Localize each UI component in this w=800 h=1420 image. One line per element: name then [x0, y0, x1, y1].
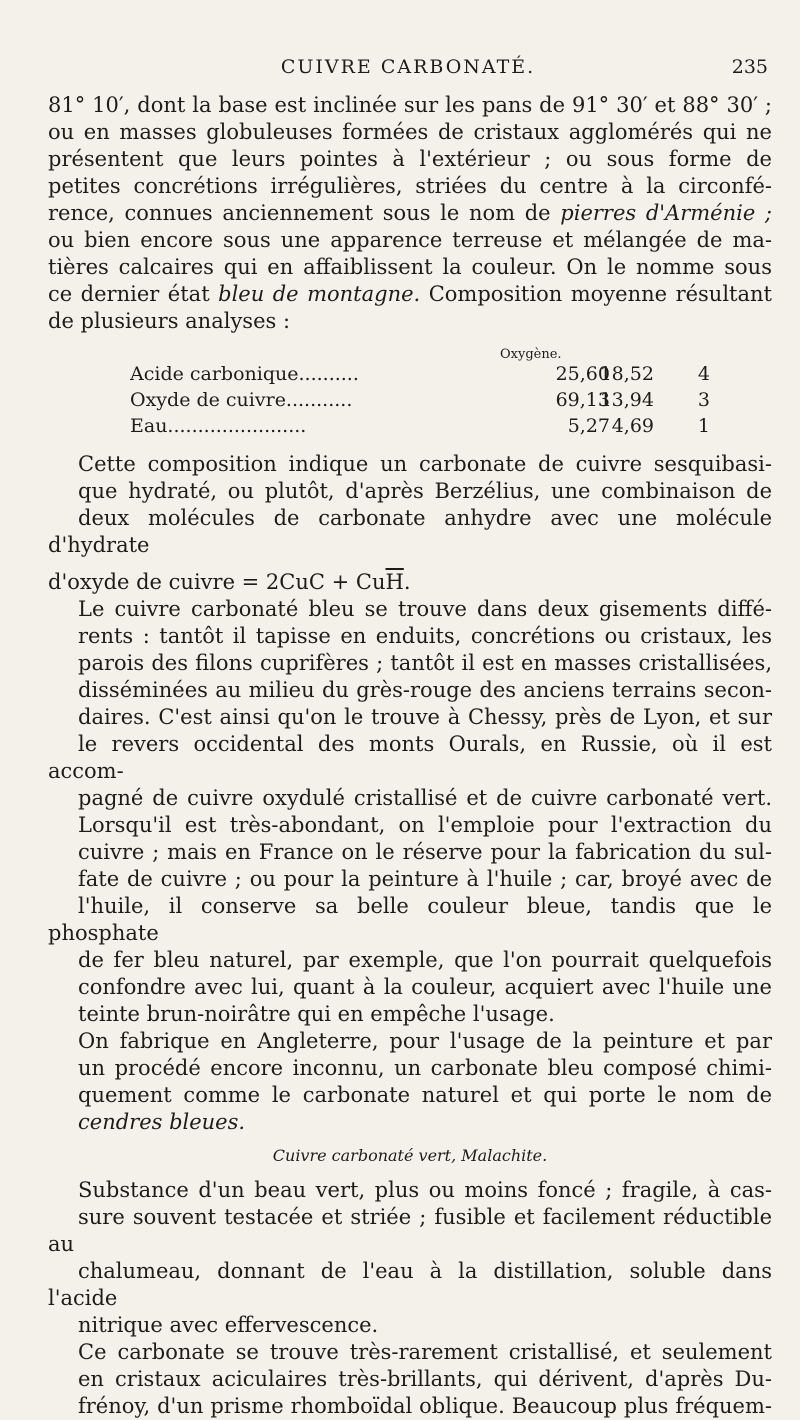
text-line: chalumeau, donnant de l'eau à la distillation, soluble dans l'acide [48, 1259, 772, 1310]
paragraph-3 [48, 596, 772, 1028]
ratio-value: 4 [697, 363, 710, 385]
oxygen-value: 13,94 [599, 389, 654, 411]
formula-barred-symbol: $\overline{H}$ [385, 570, 404, 594]
paragraph-4 [48, 1028, 772, 1136]
text-line: tières calcaires qui en affaiblissent la couleur. On le nomme sous [48, 255, 772, 279]
text-span: rence, connues anciennement sous le nom de [48, 201, 561, 225]
text-line: l'huile, il conserve sa belle couleur bleue, tandis que le phosphate [48, 894, 772, 945]
paragraph-6 [48, 1339, 772, 1420]
page-body [48, 92, 772, 1420]
text-line: parois des filons cuprifères ; tantôt il est en masses cristallisées, [78, 651, 772, 675]
text-line: teinte brun-noirâtre qui en empêche l'usage. [78, 1002, 555, 1026]
text-line: ou en masses globuleuses formées de cristaux agglomérés qui ne [48, 120, 772, 144]
composition-table [48, 341, 772, 441]
text-line: On fabrique en Angleterre, pour l'usage de la peinture et par [78, 1029, 772, 1053]
oxygen-value: 4,69 [611, 415, 654, 437]
text-line: daires. C'est ainsi qu'on le trouve à Chessy, près de Lyon, et sur [78, 705, 772, 729]
table-row [130, 387, 710, 411]
text-span: ce dernier état [48, 282, 219, 306]
text-line: en cristaux aciculaires très-brillants, qui dérivent, d'après Du- [78, 1367, 772, 1391]
text-line: de plusieurs analyses : [48, 309, 291, 333]
text-line: frénoy, d'un prisme rhomboïdal oblique. Beaucoup plus fréquem- [78, 1394, 772, 1418]
oxygen-column-header: Oxygène. [500, 347, 562, 362]
text-line: 81° 10′, dont la base est inclinée sur les pans de 91° 30′ et 88° 30′ ; [48, 93, 772, 117]
text-line: le revers occidental des monts Ourals, en Russie, où il est accom- [48, 732, 772, 783]
paragraph-1 [48, 92, 772, 335]
page-number: 235 [731, 56, 768, 78]
italic-term: pierres d'Arménie ; [560, 201, 772, 225]
italic-term: cendres bleues. [78, 1110, 246, 1134]
text-line: quement comme le carbonate naturel et qui porte le nom de [78, 1083, 772, 1107]
text-line [48, 1109, 772, 1136]
ratio-value: 1 [697, 415, 710, 437]
text-line: Le cuivre carbonaté bleu se trouve dans deux gisements diffé- [78, 597, 772, 621]
text-line [48, 281, 772, 308]
text-line: présentent que leurs pointes à l'extérieur ; ou sous forme de [48, 147, 772, 171]
paragraph-2 [48, 451, 772, 559]
text-line: un procédé encore inconnu, un carbonate bleu composé chimi- [78, 1056, 772, 1080]
text-line: disséminées au milieu du grès-rouge des anciens terrains secon- [78, 678, 772, 702]
oxygen-value: 18,52 [599, 363, 654, 385]
text-line: deux molécules de carbonate anhydre avec une molécule d'hydrate [48, 506, 772, 557]
text-line: Substance d'un beau vert, plus ou moins foncé ; fragile, à cas- [78, 1178, 772, 1202]
text-line: fate de cuivre ; ou pour la peinture à l'huile ; car, broyé avec de [78, 867, 772, 891]
running-header [48, 56, 768, 84]
text-line: Cette composition indique un carbonate de cuivre sesquibasi- [78, 452, 772, 476]
percent-value: 69,13 [555, 389, 610, 411]
section-subtitle: Cuivre carbonaté vert, Malachite. [272, 1146, 548, 1165]
formula-end: . [403, 570, 411, 594]
running-title: CUIVRE CARBONATÉ. [280, 56, 536, 78]
formula-line [48, 569, 772, 596]
component-name: Acide carbonique.......... [130, 363, 359, 385]
component-name: Eau....................... [130, 415, 307, 437]
text-line: Lorsqu'il est très-abondant, on l'emploie pour l'extraction du [78, 813, 772, 837]
text-line: nitrique avec effervescence. [78, 1313, 379, 1337]
percent-value: 5,27 [567, 415, 610, 437]
text-line: Ce carbonate se trouve très-rarement cristallisé, et seulement [78, 1340, 772, 1364]
text-line [48, 200, 772, 227]
table-row [130, 361, 710, 385]
text-line: pagné de cuivre oxydulé cristallisé et de cuivre carbonaté vert. [78, 786, 772, 810]
text-line: rents : tantôt il tapisse en enduits, concrétions ou cristaux, les [78, 624, 772, 648]
component-name: Oxyde de cuivre........... [130, 389, 353, 411]
text-span: Composition moyenne résultant [420, 282, 772, 306]
table-row [130, 413, 710, 437]
text-line: petites concrétions irrégulières, striées du centre à la circonfé- [48, 174, 772, 198]
italic-term: bleu de montagne. [218, 282, 421, 306]
text-line: ou bien encore sous une apparence terreuse et mélangée de ma- [48, 228, 772, 252]
text-line: sure souvent testacée et striée ; fusible et facilement réductible au [48, 1205, 772, 1256]
text-line: cuivre ; mais en France on le réserve pour la fabrication du sul- [78, 840, 772, 864]
text-line: confondre avec lui, quant à la couleur, acquiert avec l'huile une [78, 975, 772, 999]
paragraph-5 [48, 1177, 772, 1339]
text-line: que hydraté, ou plutôt, d'après Berzélius, une combinaison de [78, 479, 772, 503]
percent-value: 25,60 [555, 363, 610, 385]
formula-text: d'oxyde de cuivre = 2CuC + Cu [48, 570, 386, 594]
ratio-value: 3 [697, 389, 710, 411]
text-line: de fer bleu naturel, par exemple, que l'on pourrait quelquefois [78, 948, 772, 972]
